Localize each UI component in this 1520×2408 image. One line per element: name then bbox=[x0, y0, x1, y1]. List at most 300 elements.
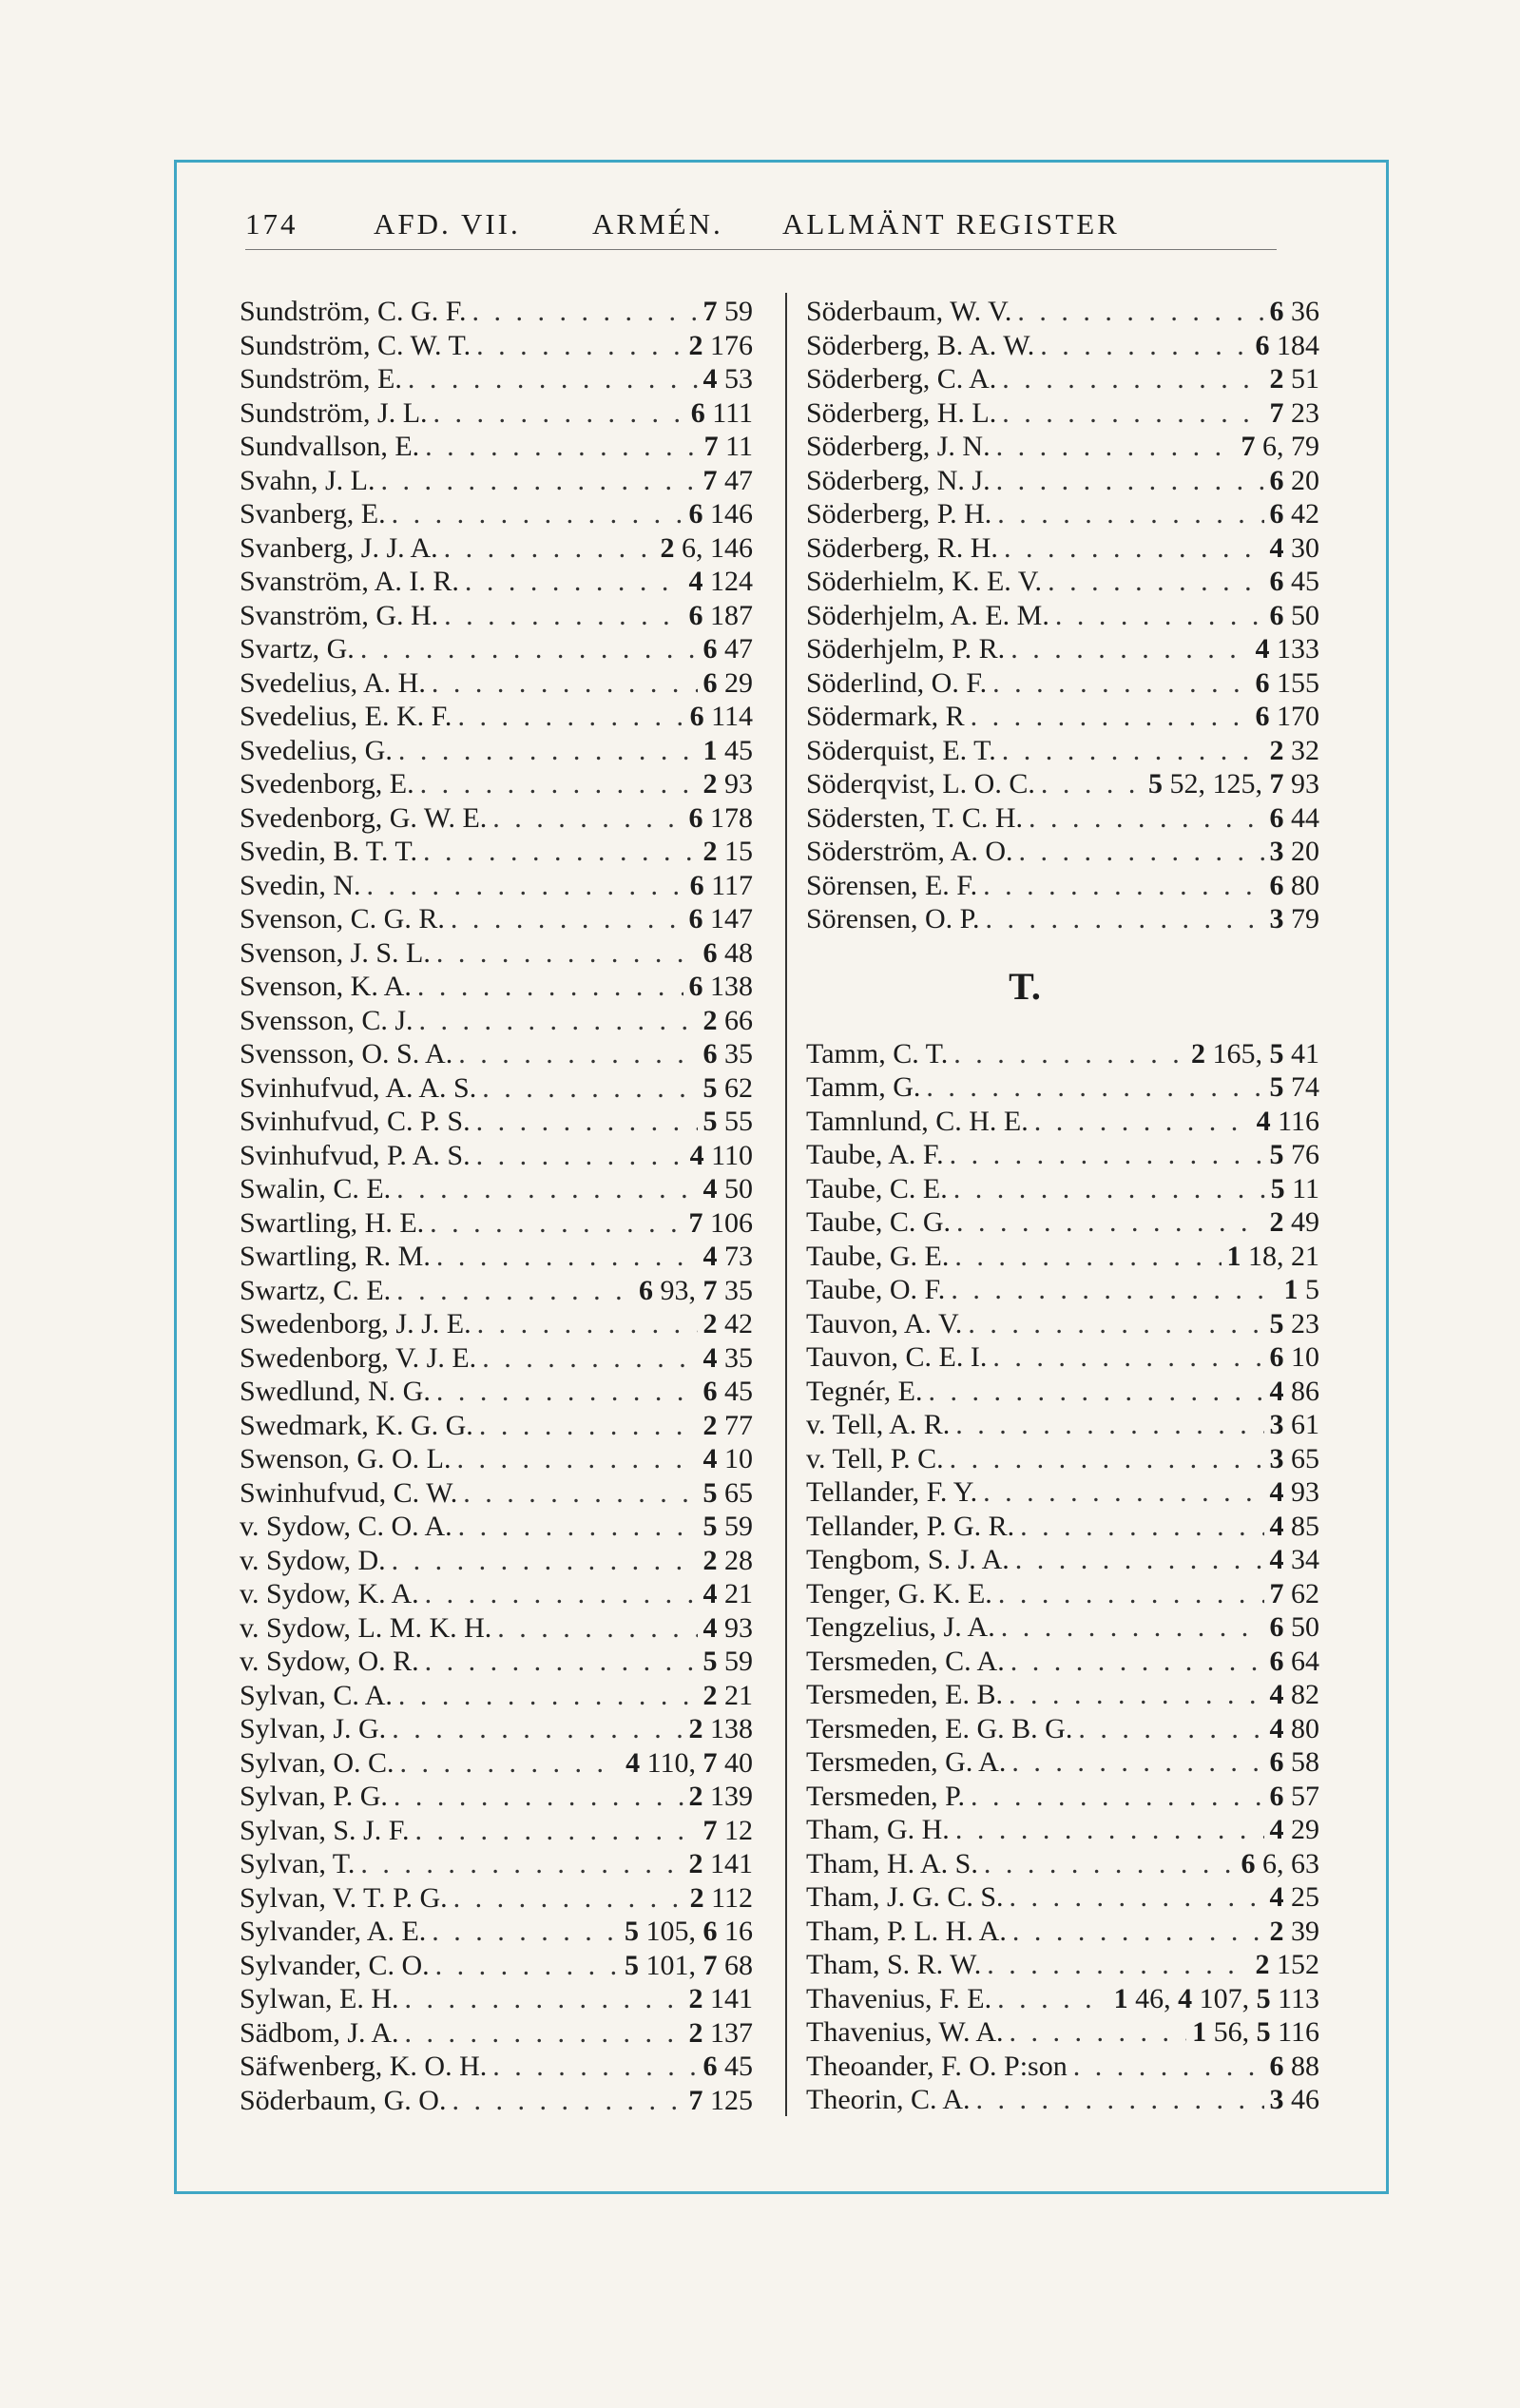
entry-reference: 4 116 bbox=[1256, 1105, 1319, 1137]
entry-name: Söderhielm, K. E. V. bbox=[806, 566, 1043, 597]
index-entry bbox=[240, 464, 753, 498]
entry-name: Sylvander, C. O. bbox=[240, 1949, 430, 1981]
leader-dots bbox=[976, 2083, 1264, 2117]
leader-dots bbox=[1034, 1105, 1251, 1139]
leader-dots bbox=[1040, 329, 1249, 363]
index-entry bbox=[806, 767, 1319, 801]
entry-reference: 7 12 bbox=[702, 1814, 753, 1846]
entry-reference: 6 58 bbox=[1269, 1746, 1319, 1778]
leader-dots bbox=[1004, 531, 1264, 566]
index-entry bbox=[240, 1746, 753, 1781]
leader-dots bbox=[1017, 295, 1263, 329]
entry-reference: 4 86 bbox=[1269, 1375, 1319, 1407]
entry-reference: 4 10 bbox=[702, 1443, 753, 1474]
entry-name: Södersten, T. C. H. bbox=[806, 801, 1024, 834]
entry-name: Tengzelius, J. A. bbox=[806, 1611, 995, 1643]
leader-dots bbox=[451, 902, 683, 936]
leader-dots bbox=[458, 1510, 698, 1544]
entry-name: Svinhufvud, C. P. S. bbox=[240, 1106, 471, 1137]
index-entry bbox=[240, 1071, 753, 1106]
entry-name: v. Sydow, D. bbox=[240, 1544, 386, 1576]
entry-name: Svanström, A. I. R. bbox=[240, 566, 459, 597]
entry-name: Sylvan, C. A. bbox=[240, 1679, 393, 1711]
index-entry bbox=[240, 1442, 753, 1476]
index-entry bbox=[806, 2050, 1319, 2084]
entry-reference: 5 65 bbox=[702, 1476, 753, 1509]
index-entry bbox=[806, 1745, 1319, 1780]
index-entry bbox=[240, 970, 753, 1004]
entry-reference: 4 30 bbox=[1269, 531, 1319, 564]
leader-dots bbox=[1010, 1880, 1264, 1915]
entry-reference: 6 88 bbox=[1269, 2050, 1319, 2082]
index-entry bbox=[240, 902, 753, 936]
entry-name: Taube, O. F. bbox=[806, 1274, 946, 1305]
entry-reference: 3 20 bbox=[1269, 836, 1319, 867]
index-entry bbox=[806, 1577, 1319, 1611]
index-entry bbox=[806, 295, 1319, 329]
leader-dots bbox=[1073, 2050, 1264, 2084]
entry-reference: 4 110 bbox=[689, 1139, 753, 1171]
entry-name: Säfwenberg, K. O. H. bbox=[240, 2051, 488, 2082]
index-entry bbox=[240, 1206, 753, 1241]
index-entry bbox=[240, 1780, 753, 1814]
entry-name: Svedelius, E. K. F. bbox=[240, 701, 452, 732]
index-entry bbox=[240, 1645, 753, 1679]
entry-name: Svahn, J. L. bbox=[240, 464, 375, 496]
leader-dots bbox=[476, 1105, 698, 1139]
entry-reference: 4 21 bbox=[702, 1578, 753, 1609]
entry-reference: 5 11 bbox=[1270, 1172, 1319, 1204]
index-entry bbox=[806, 599, 1319, 633]
entry-reference: 1 56, 5 116 bbox=[1192, 2016, 1319, 2048]
entry-reference: 5 105, 6 16 bbox=[625, 1916, 753, 1947]
leader-dots bbox=[1011, 1745, 1263, 1780]
entry-reference: 6 111 bbox=[690, 396, 753, 429]
entry-reference: 5 55 bbox=[702, 1106, 753, 1137]
leader-dots bbox=[1002, 396, 1263, 431]
entry-reference: 6 57 bbox=[1269, 1780, 1319, 1812]
index-entry bbox=[806, 1712, 1319, 1746]
entry-name: Söderberg, N. J. bbox=[806, 464, 991, 496]
entry-reference: 4 93 bbox=[1269, 1476, 1319, 1508]
leader-dots bbox=[1029, 801, 1263, 836]
entry-reference: 7 106 bbox=[688, 1206, 753, 1239]
index-entry bbox=[806, 902, 1319, 936]
entry-reference: 3 65 bbox=[1269, 1442, 1319, 1474]
entry-name: Sörensen, O. P. bbox=[806, 903, 980, 934]
leader-dots bbox=[398, 734, 698, 768]
entry-reference: 6 80 bbox=[1269, 869, 1319, 901]
leader-dots bbox=[392, 1544, 698, 1578]
entry-name: Swartz, C. E. bbox=[240, 1274, 392, 1306]
entry-name: Söderberg, R. H. bbox=[806, 531, 998, 564]
entry-reference: 2 139 bbox=[688, 1781, 753, 1812]
index-entry bbox=[240, 632, 753, 666]
leader-dots bbox=[414, 1814, 697, 1848]
index-entry bbox=[240, 396, 753, 431]
index-entry bbox=[240, 1240, 753, 1274]
entry-name: v. Sydow, C. O. A. bbox=[240, 1511, 452, 1542]
entry-name: Svenson, K. A. bbox=[240, 971, 412, 1002]
leader-dots bbox=[1002, 734, 1264, 768]
leader-dots bbox=[425, 430, 698, 464]
entry-reference: 5 59 bbox=[702, 1646, 753, 1677]
index-entry bbox=[806, 497, 1319, 531]
right-column bbox=[806, 295, 1319, 2117]
entry-reference: 6 6, 63 bbox=[1241, 1847, 1319, 1879]
entry-name: Sundström, J. L. bbox=[240, 396, 428, 429]
leader-dots bbox=[435, 1949, 619, 1983]
index-entry bbox=[240, 1982, 753, 2016]
entry-name: v. Sydow, K. A. bbox=[240, 1578, 419, 1609]
index-entry bbox=[240, 1915, 753, 1949]
entry-reference: 7 47 bbox=[702, 464, 753, 496]
leader-dots bbox=[1078, 1712, 1263, 1746]
leader-dots bbox=[987, 1948, 1249, 1982]
leader-dots bbox=[955, 1408, 1263, 1442]
entry-name: Sundström, C. W. T. bbox=[240, 329, 471, 361]
leader-dots bbox=[1010, 2015, 1187, 2050]
entry-name: Svanberg, E. bbox=[240, 498, 386, 530]
index-entry bbox=[806, 734, 1319, 768]
entry-name: v. Sydow, L. M. K. H. bbox=[240, 1611, 492, 1644]
leader-dots bbox=[983, 869, 1263, 903]
entry-name: Swedlund, N. G. bbox=[240, 1376, 431, 1407]
entry-reference: 3 46 bbox=[1269, 2084, 1319, 2115]
leader-dots bbox=[433, 396, 685, 431]
index-entry bbox=[240, 362, 753, 396]
entry-reference: 2 141 bbox=[688, 1848, 753, 1879]
index-entry bbox=[240, 767, 753, 801]
entry-reference: 4 110, 7 40 bbox=[625, 1746, 753, 1779]
index-entry bbox=[806, 1240, 1319, 1274]
leader-dots bbox=[492, 2050, 697, 2084]
entry-reference: 4 93 bbox=[702, 1611, 753, 1644]
index-entry bbox=[240, 1004, 753, 1038]
entry-reference: 6 44 bbox=[1269, 801, 1319, 834]
entry-reference: 4 25 bbox=[1269, 1881, 1319, 1913]
index-entry bbox=[806, 666, 1319, 701]
entry-name: Tham, H. A. S. bbox=[806, 1847, 978, 1879]
entry-reference: 2 93 bbox=[702, 768, 753, 799]
index-entry bbox=[240, 1814, 753, 1848]
index-entry bbox=[806, 1813, 1319, 1847]
leader-dots bbox=[398, 1679, 698, 1713]
entry-reference: 4 50 bbox=[702, 1173, 753, 1204]
leader-dots bbox=[497, 1611, 697, 1646]
leader-dots bbox=[392, 1712, 683, 1746]
index-entry bbox=[240, 801, 753, 836]
leader-dots bbox=[476, 1139, 684, 1173]
entry-name: Swenson, G. O. L. bbox=[240, 1443, 452, 1474]
entry-reference: 2 137 bbox=[688, 2016, 753, 2049]
index-entry bbox=[806, 565, 1319, 599]
leader-dots bbox=[471, 295, 697, 329]
entry-reference: 7 59 bbox=[702, 296, 753, 327]
leader-dots bbox=[951, 1273, 1278, 1307]
index-entry bbox=[240, 734, 753, 768]
entry-name: Sundström, C. G. F. bbox=[240, 296, 467, 327]
column-divider bbox=[785, 293, 787, 2116]
leader-dots bbox=[400, 1746, 621, 1781]
leader-dots bbox=[1048, 565, 1263, 599]
entry-name: Svedin, N. bbox=[240, 869, 361, 901]
index-entry bbox=[806, 869, 1319, 903]
leader-dots bbox=[432, 1915, 619, 1949]
index-entry bbox=[240, 430, 753, 464]
entry-reference: 2 6, 146 bbox=[660, 531, 753, 564]
entry-name: Thavenius, W. A. bbox=[806, 2016, 1004, 2048]
entry-reference: 6 178 bbox=[688, 801, 753, 834]
entry-name: Svedelius, G. bbox=[240, 734, 393, 766]
index-entry bbox=[240, 1375, 753, 1409]
index-entry bbox=[806, 1375, 1319, 1409]
entry-name: Söderhjelm, A. E. M. bbox=[806, 599, 1049, 631]
entry-reference: 6 45 bbox=[702, 2051, 753, 2082]
leader-dots bbox=[997, 1982, 1108, 2016]
entry-name: Sundström, E. bbox=[240, 363, 402, 395]
leader-dots bbox=[953, 1037, 1185, 1071]
entry-reference: 2 112 bbox=[689, 1881, 753, 1914]
entry-reference: 6 45 bbox=[702, 1376, 753, 1407]
index-entry bbox=[240, 2016, 753, 2051]
entry-name: Tersmeden, G. A. bbox=[806, 1746, 1007, 1778]
leader-dots bbox=[444, 599, 683, 633]
leader-dots bbox=[405, 1982, 683, 2016]
leader-dots bbox=[954, 1240, 1221, 1274]
index-entry bbox=[240, 666, 753, 701]
entry-reference: 2 51 bbox=[1269, 363, 1319, 395]
entry-reference: 1 46, 4 107, 5 113 bbox=[1113, 1982, 1319, 2014]
entry-name: Sylvan, O. C. bbox=[240, 1746, 394, 1779]
entry-name: Sörensen, E. F. bbox=[806, 869, 978, 901]
entry-reference: 6 170 bbox=[1255, 701, 1319, 732]
index-entry bbox=[806, 2083, 1319, 2117]
index-entry bbox=[806, 1543, 1319, 1577]
index-entry bbox=[806, 1340, 1319, 1375]
index-entry bbox=[240, 1341, 753, 1376]
entry-reference: 2 141 bbox=[688, 1983, 753, 2014]
entry-name: Sylwan, E. H. bbox=[240, 1983, 399, 2014]
entry-reference: 5 101, 7 68 bbox=[625, 1949, 753, 1981]
entry-reference: 6 93, 7 35 bbox=[639, 1274, 753, 1306]
entry-name: Tenger, G. K. E. bbox=[806, 1577, 992, 1609]
leader-dots bbox=[423, 835, 698, 869]
entry-name: Svartz, G. bbox=[240, 633, 355, 665]
leader-dots bbox=[457, 700, 683, 734]
entry-name: Tham, G. H. bbox=[806, 1814, 950, 1845]
leader-dots bbox=[476, 329, 683, 363]
entry-name: Söderlind, O. F. bbox=[806, 666, 988, 699]
entry-name: Svensson, O. S. A. bbox=[240, 1038, 453, 1069]
index-entry bbox=[240, 1949, 753, 1983]
entry-reference: 6 45 bbox=[1269, 566, 1319, 597]
page-number: 174 bbox=[245, 207, 298, 241]
entry-name: Swartling, R. M. bbox=[240, 1241, 431, 1272]
leader-dots bbox=[1019, 835, 1264, 869]
index-entry bbox=[806, 1948, 1319, 1982]
entry-reference: 5 62 bbox=[702, 1071, 753, 1104]
leader-dots bbox=[482, 1341, 697, 1376]
leader-dots bbox=[997, 497, 1263, 531]
entry-reference: 6 29 bbox=[702, 666, 753, 699]
entry-reference: 2 152 bbox=[1255, 1949, 1319, 1980]
entry-name: Taube, C. G. bbox=[806, 1206, 952, 1238]
entry-reference: 2 66 bbox=[702, 1004, 753, 1036]
entry-name: Svanström, G. H. bbox=[240, 599, 439, 631]
entry-name: Theorin, C. A. bbox=[806, 2084, 971, 2115]
leader-dots bbox=[425, 1577, 698, 1611]
section-register: ALLMÄNT REGISTER bbox=[782, 207, 1120, 241]
leader-dots bbox=[392, 497, 683, 531]
leader-dots bbox=[968, 1307, 1263, 1341]
index-entry bbox=[806, 531, 1319, 566]
entry-reference: 6 48 bbox=[702, 936, 753, 969]
entry-reference: 2 49 bbox=[1269, 1206, 1319, 1238]
entry-name: Södermark, R bbox=[806, 701, 965, 732]
leader-dots bbox=[458, 1037, 697, 1071]
entry-reference: 4 133 bbox=[1255, 633, 1319, 665]
leader-dots bbox=[928, 1375, 1263, 1409]
index-entry bbox=[806, 1172, 1319, 1206]
leader-dots bbox=[971, 1780, 1263, 1814]
leader-dots bbox=[436, 936, 698, 971]
leader-dots bbox=[1015, 1543, 1264, 1577]
entry-reference: 5 59 bbox=[702, 1511, 753, 1542]
index-entry bbox=[806, 1205, 1319, 1240]
entry-reference: 2 138 bbox=[688, 1713, 753, 1744]
entry-reference: 3 61 bbox=[1269, 1409, 1319, 1440]
leader-dots bbox=[1041, 767, 1143, 801]
leader-dots bbox=[1009, 1678, 1263, 1712]
entry-name: Tham, P. L. H. A. bbox=[806, 1915, 1007, 1947]
entry-name: Taube, C. E. bbox=[806, 1172, 948, 1204]
leader-dots bbox=[1002, 362, 1263, 396]
leader-dots bbox=[1012, 1915, 1264, 1949]
index-entry bbox=[240, 1510, 753, 1544]
index-entry bbox=[240, 1172, 753, 1206]
entry-name: Tham, S. R. W. bbox=[806, 1949, 982, 1980]
index-entry bbox=[806, 1138, 1319, 1172]
entry-reference: 2 77 bbox=[702, 1409, 753, 1441]
entry-name: Söderberg, H. L. bbox=[806, 396, 997, 429]
entry-name: Tamm, C. T. bbox=[806, 1037, 949, 1069]
leader-dots bbox=[430, 1206, 683, 1241]
entry-name: Svinhufvud, P. A. S. bbox=[240, 1139, 471, 1171]
entry-name: Söderström, A. O. bbox=[806, 836, 1013, 867]
leader-dots bbox=[452, 2084, 683, 2118]
index-entry bbox=[240, 1712, 753, 1746]
entry-name: Swedenborg, V. J. E. bbox=[240, 1341, 477, 1374]
entry-name: Svinhufvud, A. A. S. bbox=[240, 1071, 477, 1104]
entry-name: Tengbom, S. J. A. bbox=[806, 1544, 1010, 1575]
leader-dots bbox=[956, 1205, 1263, 1240]
index-entry bbox=[806, 632, 1319, 666]
entry-reference: 6 36 bbox=[1269, 296, 1319, 327]
entry-name: Svensson, C. J. bbox=[240, 1004, 414, 1036]
index-entry bbox=[806, 464, 1319, 498]
index-entry bbox=[240, 497, 753, 531]
index-entry bbox=[240, 1577, 753, 1611]
leader-dots bbox=[396, 1172, 697, 1206]
leader-dots bbox=[453, 1881, 684, 1916]
leader-dots bbox=[1020, 1510, 1263, 1544]
entry-reference: 6 184 bbox=[1255, 329, 1319, 361]
leader-dots bbox=[996, 430, 1236, 464]
leader-dots bbox=[367, 869, 684, 903]
index-entry bbox=[806, 1070, 1319, 1105]
leader-dots bbox=[971, 700, 1250, 734]
entry-name: Tersmeden, C. A. bbox=[806, 1645, 1005, 1677]
entry-name: Tersmeden, E. G. B. G. bbox=[806, 1712, 1073, 1744]
leader-dots bbox=[1010, 632, 1249, 666]
index-entry bbox=[240, 700, 753, 734]
index-entry bbox=[806, 1475, 1319, 1510]
leader-dots bbox=[444, 531, 655, 566]
entry-reference: 5 76 bbox=[1269, 1139, 1319, 1170]
index-entry bbox=[240, 2084, 753, 2118]
entry-reference: 6 146 bbox=[688, 498, 753, 530]
entry-name: Swinhufvud, C. W. bbox=[240, 1476, 458, 1509]
entry-name: Tauvon, A. V. bbox=[806, 1307, 963, 1339]
leader-dots bbox=[1001, 1610, 1264, 1645]
entry-name: Söderberg, C. A. bbox=[806, 363, 997, 395]
index-entry bbox=[240, 295, 753, 329]
entry-name: Tham, J. G. C. S. bbox=[806, 1881, 1004, 1913]
entry-name: Sylvan, J. G. bbox=[240, 1713, 387, 1744]
entry-reference: 7 62 bbox=[1269, 1577, 1319, 1609]
index-entry bbox=[806, 1915, 1319, 1949]
index-entry bbox=[806, 1645, 1319, 1679]
entry-reference: 2 165, 5 41 bbox=[1191, 1037, 1319, 1069]
index-entry bbox=[806, 1780, 1319, 1814]
entry-reference: 6 117 bbox=[689, 869, 753, 901]
entry-name: Sylvan, P. G. bbox=[240, 1781, 388, 1812]
entry-name: Söderberg, J. N. bbox=[806, 431, 991, 462]
index-entry bbox=[806, 1880, 1319, 1915]
entry-name: v. Tell, P. C. bbox=[806, 1442, 944, 1474]
entry-reference: 4 73 bbox=[702, 1241, 753, 1272]
entry-reference: 4 35 bbox=[702, 1341, 753, 1374]
entry-name: Sylvander, A. E. bbox=[240, 1916, 427, 1947]
leader-dots bbox=[998, 1577, 1264, 1611]
index-entry bbox=[240, 1105, 753, 1139]
leader-dots bbox=[381, 464, 698, 498]
index-entry bbox=[240, 329, 753, 363]
entry-reference: 6 187 bbox=[688, 599, 753, 631]
leader-dots bbox=[465, 565, 683, 599]
entry-name: Tersmeden, E. B. bbox=[806, 1679, 1004, 1710]
entry-reference: 6 147 bbox=[688, 903, 753, 934]
leader-dots bbox=[405, 2016, 683, 2051]
index-entry bbox=[806, 430, 1319, 464]
entry-name: Söderbaum, G. O. bbox=[240, 2084, 447, 2116]
entry-reference: 4 85 bbox=[1269, 1510, 1319, 1542]
index-entry bbox=[240, 869, 753, 903]
index-entry bbox=[240, 1476, 753, 1511]
entry-reference: 6 42 bbox=[1269, 498, 1319, 530]
index-entry bbox=[806, 1273, 1319, 1307]
section-division: AFD. VII. bbox=[374, 207, 521, 241]
leader-dots bbox=[992, 1340, 1263, 1375]
page-header bbox=[245, 202, 1277, 250]
leader-dots bbox=[394, 1780, 683, 1814]
index-entry bbox=[240, 1544, 753, 1578]
entry-reference: 4 53 bbox=[702, 363, 753, 395]
entry-reference: 1 18, 21 bbox=[1226, 1240, 1319, 1272]
leader-dots bbox=[482, 1071, 697, 1106]
leader-dots bbox=[1055, 599, 1264, 633]
